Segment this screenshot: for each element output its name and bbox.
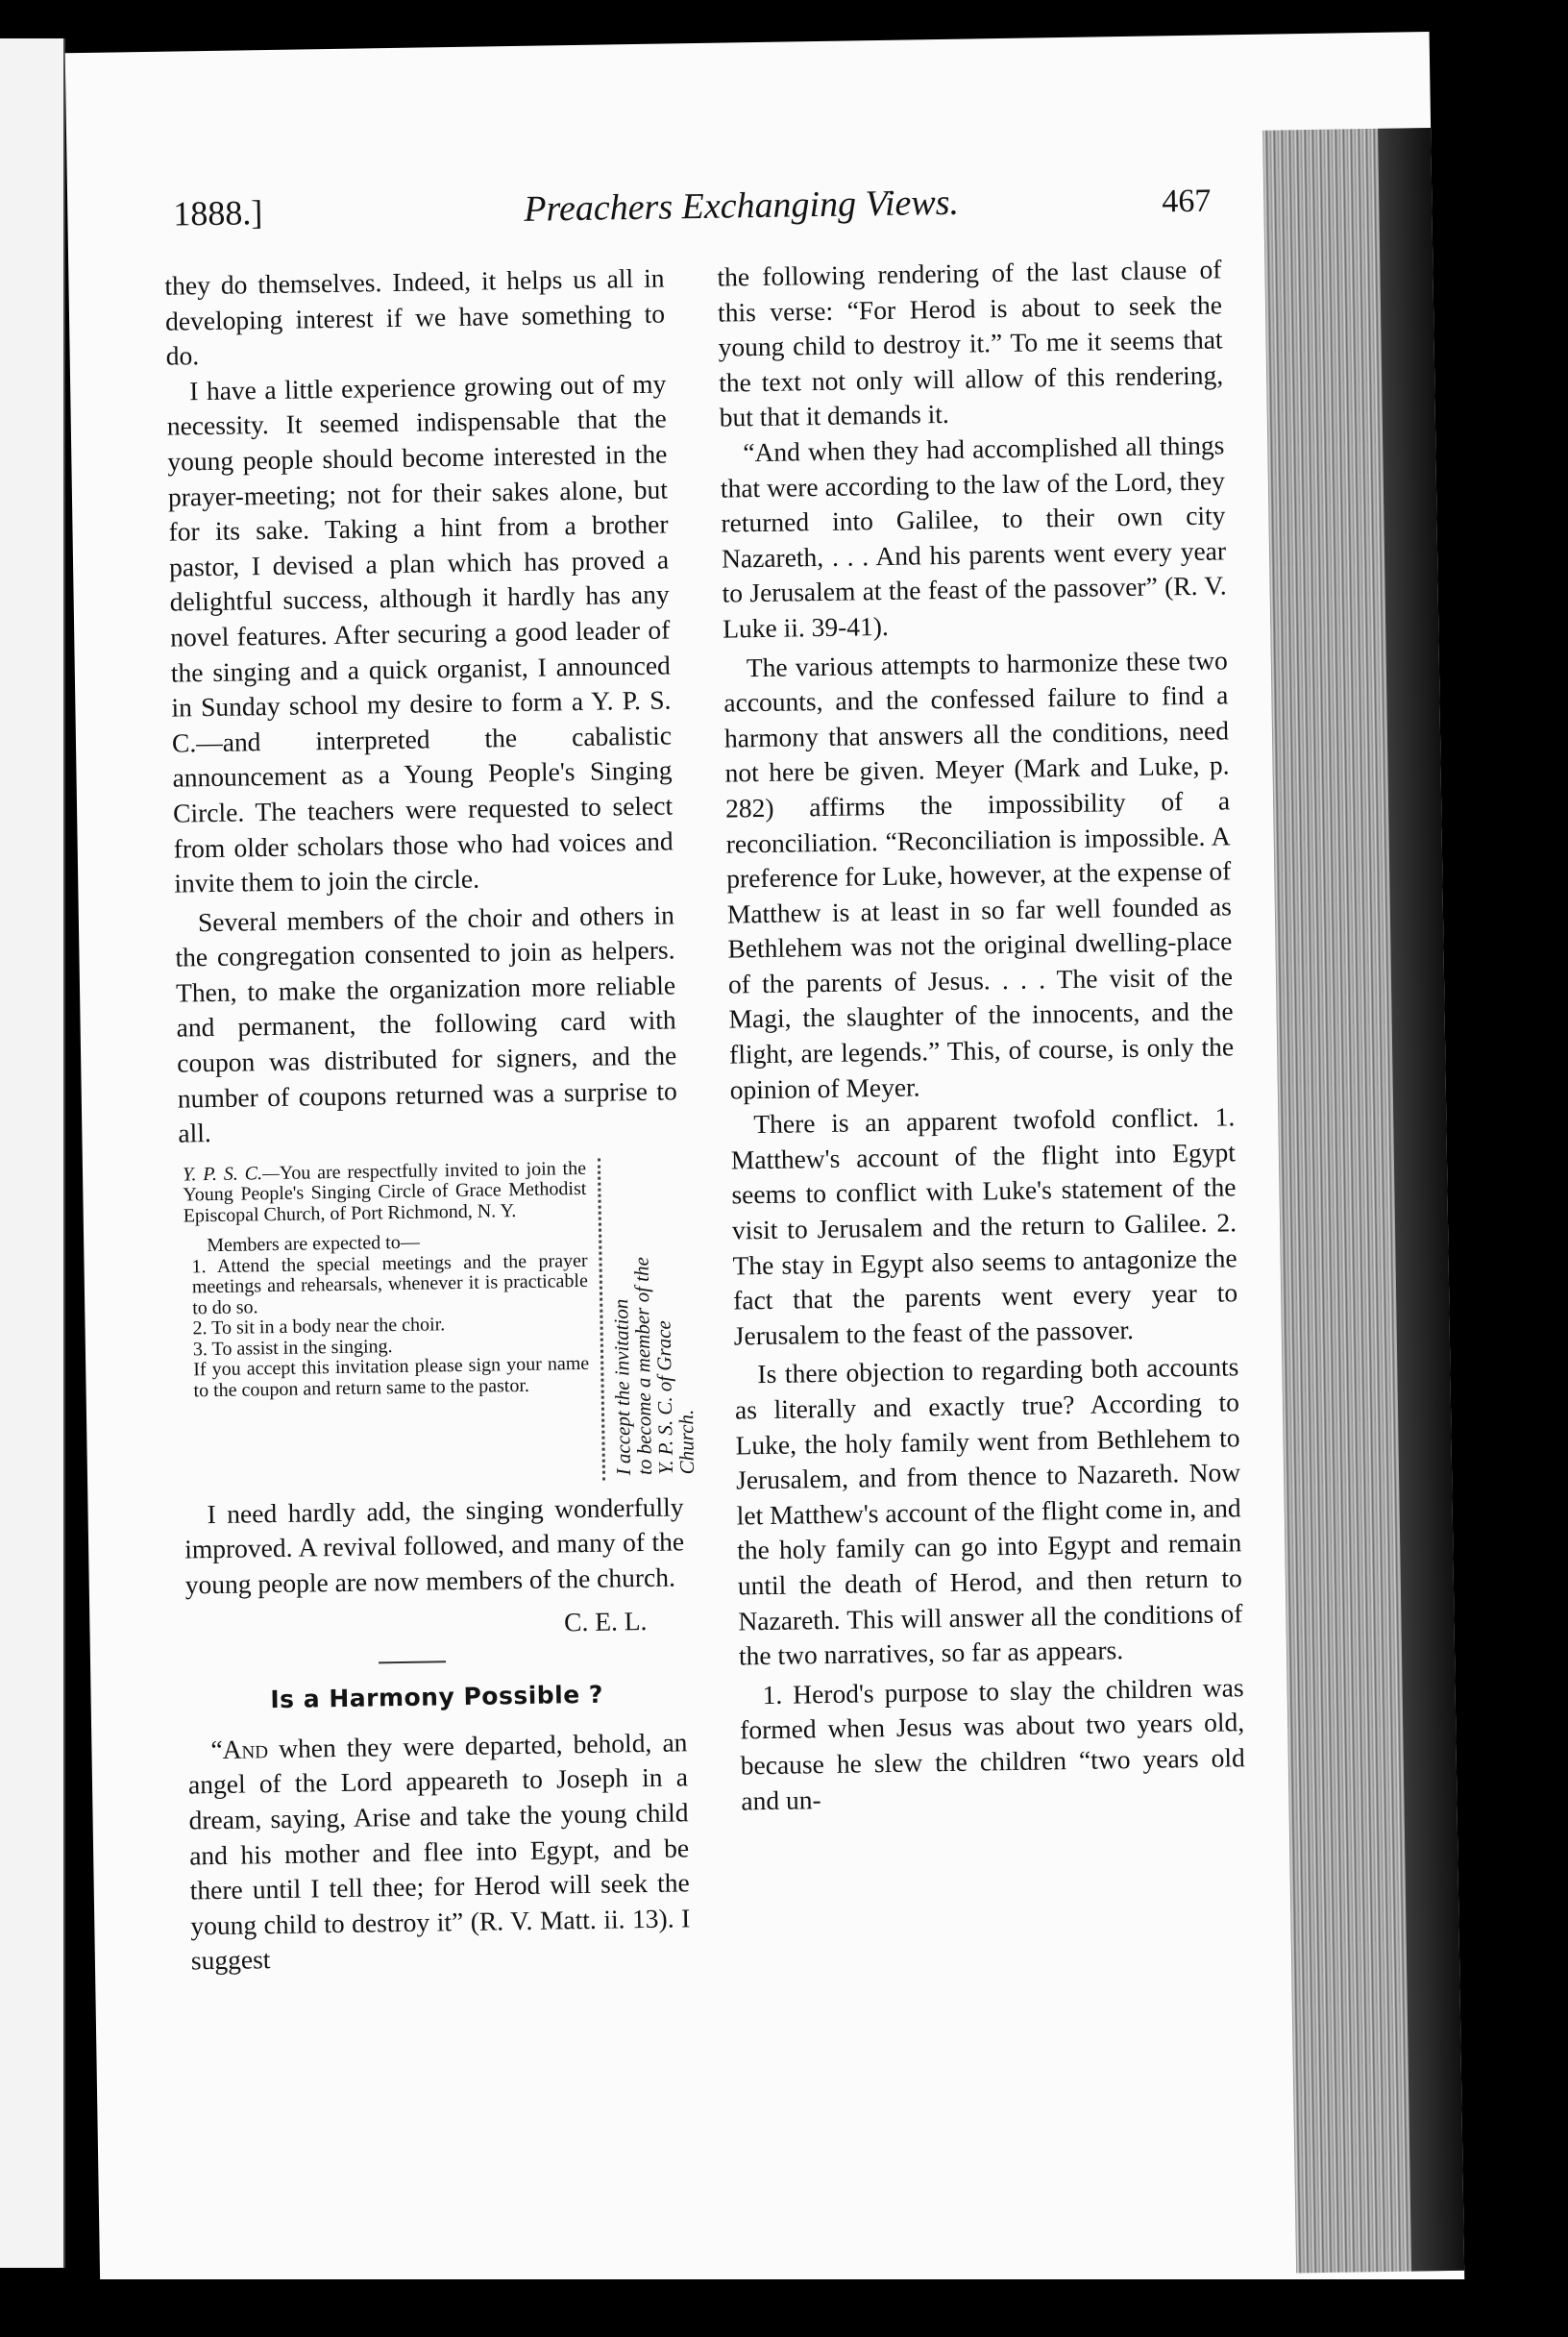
coupon-line: Y. P. S. C. of Grace: [651, 1319, 678, 1475]
paragraph: Is there objection to regarding both accounts as literally and exactly true? According to Luke, the holy family went from Bethlehem to Jerusalem, and from thence to Nazareth. Now let Matthew's account of the flight come in, and the holy family can go into Egypt and remain until the death of Herod, and then return to Nazareth. This will answer all the conditions of the two narratives, so far as appears.: [734, 1351, 1243, 1671]
coupon-text: [608, 1157, 699, 1476]
card-invitation: You are respectfully invited to join the Young People's Singing Circle of Grace Methodist Episcopal Church, of Port Richmond, N. Y.: [183, 1157, 587, 1227]
paragraph: 1. Herod's purpose to slay the children was formed when Jesus was about two years old, because he slew the children “two years old and un-: [739, 1671, 1245, 1815]
card-text: [183, 1159, 590, 1402]
paragraph: when they were departed, behold, an angel of the Lord appeareth to Joseph in a dream, saying, Arise and take the young child and his mother and flee into Egypt, and be there until I tell thee; for Herod will seek the young child to destroy it” (R. V. Matt. ii. 13). I suggest: [187, 1727, 691, 1976]
card-label: Y. P. S. C.—: [182, 1162, 280, 1186]
section-heading: Is a Harmony Possible ?: [270, 1680, 604, 1714]
card-item: 3. To assist in the singing.: [192, 1335, 393, 1361]
book-page: [65, 32, 1465, 2301]
right-column: [717, 252, 1245, 1818]
paragraph: There is an apparent twofold conflict. 1. Matthew's account of the flight into Egypt seems to conflict with Luke's statement of the visit to Jerusalem and the return to Galilee. 2. The stay in Egypt also seems to antagonize the fact that the parents went every year to Jerusalem to the feast of the passover.: [730, 1101, 1238, 1351]
paragraph: I need hardly add, the singing wonderfully improved. A revival followed, and many of the young people are now members of the church.: [184, 1491, 685, 1600]
card-closing: If you accept this invitation please sign your name to the coupon and return same to the pastor.: [193, 1353, 590, 1402]
coupon-line: to become a member of the: [629, 1256, 657, 1476]
paragraph: they do themselves. Indeed, it helps us all in developing interest if we have something to do.: [164, 262, 666, 371]
scan-border: [0, 2279, 1568, 2337]
coupon-line: Church.: [674, 1409, 699, 1475]
paragraph: I have a little experience growing out of my necessity. It seemed indispensable that the young people should become interested in the prayer-meeting; not for their sakes alone, but for its sake. Taking a hint from a brother pastor, I devised a plan which has proved a delightful success, although it hardly has any novel features. After securing a good leader of the singing and a quick organist, I announced in Sunday school my desire to form a Y. P. S. C.—and interpreted the cabalistic announcement as a Young People's Singing Circle. The teachers were requested to select from older scholars those who had voices and invite them to join the circle.: [166, 368, 674, 898]
paragraph: The various attempts to harmonize these two accounts, and the confessed failure to find a harmony that answers all the conditions, need not here be given. Meyer (Mark and Luke, p. 282) affirms the impossibility of a reconciliation. “Reconciliation is impossible. A preference for Luke, however, at the expense of Matthew is at least in so far well founded as Bethlehem was not the original dwelling-place of the parents of Jesus. . . . The visit of the Magi, the slaughter of the innocents, and the flight, are legends.” This, of course, is only the opinion of Meyer.: [723, 644, 1235, 1105]
signature: C. E. L.: [563, 1605, 648, 1636]
card-item: 2. To sit in a body near the choir.: [192, 1314, 446, 1340]
paragraph: Several members of the choir and others in the congregation consented to join as helpers. Then, to make the organization more reliable and permanent, the following card with coupon was distributed for signers, and the number of coupons returned was a surprise to all.: [175, 899, 677, 1148]
paragraph: “And when they had accomplished all things that were according to the law of the Lord, they returned into Galilee, to their own city Nazareth, . . . And his parents went every year to Jerusalem at the feast of the passover” (R. V. Luke ii. 39-41).: [720, 430, 1227, 644]
facing-page-edge: [0, 38, 65, 2268]
paragraph-lead: “And: [210, 1734, 269, 1764]
left-column: [164, 261, 699, 1980]
page-number: 467: [1161, 183, 1212, 220]
coupon: [598, 1157, 699, 1480]
running-head: [173, 178, 1212, 252]
running-head-title: Preachers Exchanging Views.: [523, 182, 960, 230]
card-expectations-heading: Members are expected to—: [207, 1231, 420, 1257]
paragraph: the following rendering of the last clause of this verse: “For Herod is about to seek the young child to destroy it.” To me it seems that the text not only will allow of this rendering, but that it demands it.: [717, 254, 1224, 433]
section-divider: [379, 1660, 446, 1663]
membership-card: [182, 1157, 699, 1491]
running-head-year: 1888.]: [173, 193, 263, 234]
card-item: 1. Attend the special meetings and the prayer meetings and rehearsals, whenever it is practicable to do so.: [191, 1249, 589, 1319]
coupon-line: I accept the invitation: [609, 1298, 636, 1476]
